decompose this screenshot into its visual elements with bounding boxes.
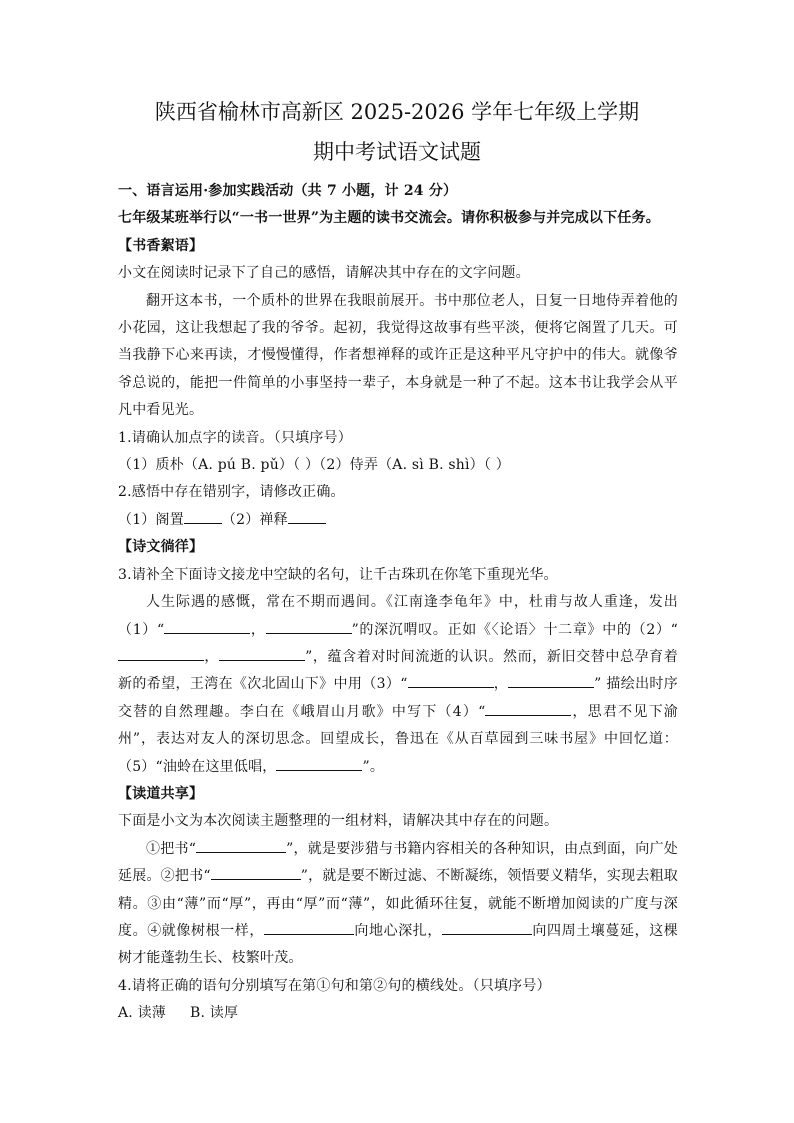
answer-blank[interactable] bbox=[442, 920, 532, 935]
answer-blank[interactable] bbox=[485, 701, 571, 716]
section-heading: 一、语言运用·参加实践活动（共 7 小题，计 24 分） bbox=[118, 183, 458, 199]
poetry-text: ”。 bbox=[362, 758, 385, 775]
question-2-items bbox=[118, 507, 678, 534]
poetry-text: ， bbox=[204, 648, 220, 665]
poetry-text: ” 描绘出时序交替的自然理趣。李白在《峨眉山月歌》中写下（4）“ bbox=[118, 676, 678, 720]
activity-intro: 七年级某班举行以“一书一世界”为主题的读书交流会。请你积极参与并完成以下任务。 bbox=[118, 210, 660, 227]
answer-blank[interactable] bbox=[118, 646, 204, 661]
poetry-text: ”的深沉喟叹。正如《〈论语〉十二章》中的（2）“ bbox=[351, 621, 678, 638]
part1-heading: 【书香絮语】 bbox=[118, 237, 204, 254]
option-b: B. 读厚 bbox=[190, 1005, 239, 1022]
material-text: ”，就是要涉猎与书籍内容相关的各种知识，由点到面，向广处延展。②把书“ bbox=[118, 840, 678, 885]
answer-blank[interactable] bbox=[211, 865, 301, 880]
poetry-passage bbox=[118, 589, 678, 781]
material-text: ”，就是要不断过滤、不断凝练，领悟要义精华，实现去粗取精。③由“薄”而“厚”，再由“厚”而“薄”，如此循环往复，就能不断增加阅读的广度与深度。④就像树根一样， bbox=[118, 868, 679, 939]
answer-blank[interactable] bbox=[196, 838, 286, 853]
poetry-text: 人生际遇的感慨，常在不期而遇间。《江南逢李龟年》中，杜甫与故人重逢，发出（1）“ bbox=[118, 594, 678, 638]
reading-material bbox=[118, 836, 678, 973]
part3-instruction: 下面是小文为本次阅读主题整理的一组材料，请解决其中存在的问题。 bbox=[118, 813, 559, 830]
question-4-stem: 4.请将正确的语句分别填写在第①句和第②句的横线处。（只填序号） bbox=[118, 977, 551, 994]
answer-blank[interactable] bbox=[264, 920, 354, 935]
question-1-items: （1）质朴（A. pú B. pǔ）（ ）（2）侍弄（A. sì B. shì）（ ） bbox=[118, 457, 510, 474]
answer-blank[interactable] bbox=[508, 673, 594, 688]
question-2-stem: 2.感悟中存在错别字，请修改正确。 bbox=[118, 484, 345, 501]
page-subtitle: 期中考试语文试题 bbox=[313, 140, 481, 164]
poetry-text: ”，蕴含着对时间流逝的认识。然而，新旧交替中总孕育着新的希望，王湾在《次北固山下》中用（3）“ bbox=[118, 648, 679, 693]
poetry-text: ， bbox=[250, 621, 266, 638]
material-text: 向地心深扎， bbox=[354, 922, 442, 939]
answer-blank[interactable] bbox=[266, 619, 352, 634]
answer-blank[interactable] bbox=[184, 509, 222, 524]
part1-instruction: 小文在阅读时记录下了自己的感悟，请解决其中存在的文字问题。 bbox=[118, 265, 530, 282]
poetry-text: ， bbox=[493, 676, 509, 693]
poetry-text: ，思君不见下渝州”，表达对友人的深切思念。回望成长，鲁迅在《从百草园到三味书屋》中回忆道：（5）“油蛉在这里低唱， bbox=[118, 703, 678, 775]
part3-heading: 【读道共享】 bbox=[118, 785, 204, 802]
question-1-stem: 1.请确认加点字的读音。（只填序号） bbox=[118, 429, 352, 446]
answer-blank[interactable] bbox=[219, 646, 305, 661]
part2-heading: 【诗文徜徉】 bbox=[118, 539, 204, 556]
answer-blank[interactable] bbox=[288, 509, 326, 524]
part1-passage: 翻开这本书，一个质朴的世界在我眼前展开。书中那位老人，日复一日地侍弄着他的小花园，这让我想起了我的爷爷。起初，我觉得这故事有些平淡，便将它阁置了几天。可当我静下心来再读，才慢慢懂得，作者想禅释的或许正是这种平凡守护中的伟大。就像爷爷总说的，能把一件简单的小事坚持一辈子，本身就是一种了不起。这本书让我学会从平凡中看见光。 bbox=[118, 292, 678, 419]
answer-blank[interactable] bbox=[276, 756, 362, 771]
exam-content bbox=[118, 178, 678, 1028]
option-a: A. 读薄 bbox=[118, 1005, 167, 1022]
answer-blank[interactable] bbox=[164, 619, 250, 634]
q2-item-2: （2）禅释 bbox=[221, 511, 288, 528]
page-title: 陕西省榆林市高新区 2025-2026 学年七年级上学期 bbox=[154, 100, 640, 124]
answer-blank[interactable] bbox=[408, 673, 494, 688]
q2-item-1: （1）阁置 bbox=[118, 511, 184, 528]
question-4-options bbox=[118, 1000, 678, 1027]
material-text: ①把书“ bbox=[146, 840, 197, 857]
question-3-stem: 3.请补全下面诗文接龙中空缺的名句，让千古珠玑在你笔下重现光华。 bbox=[118, 566, 558, 583]
material-text: 向四周土壤蔓延，这棵树才能蓬勃生长、枝繁叶茂。 bbox=[118, 922, 678, 967]
